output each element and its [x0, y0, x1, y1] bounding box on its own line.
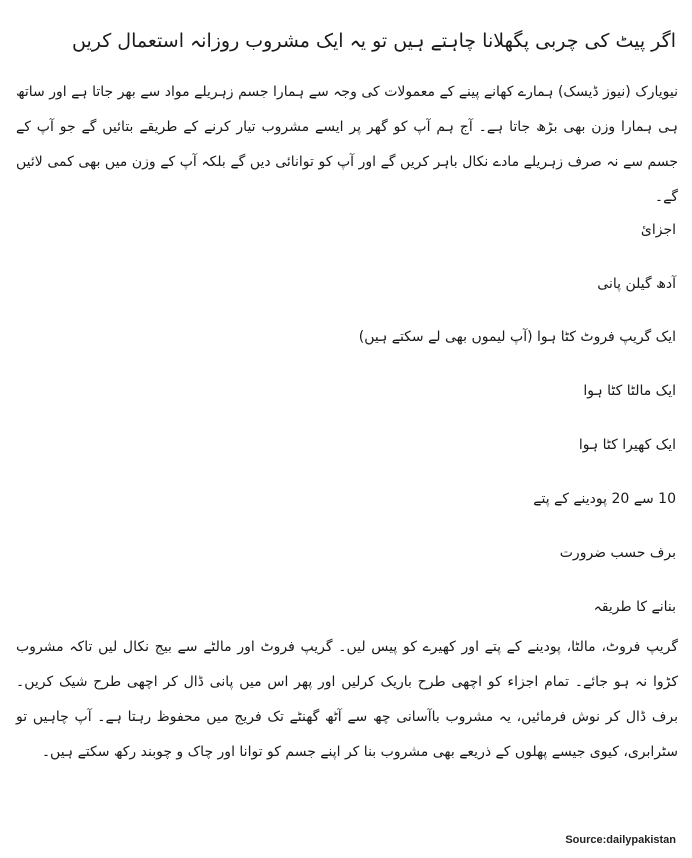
article-intro-paragraph: نیویارک (نیوز ڈیسک) ہمارے کھانے پینے کے معمولات کی وجہ سے ہمارا جسم زہریلے مواد سے بھر جاتا ہے اور ساتھ ہی ہمارا وزن بھی بڑھ جاتا ہے۔ آج ہم آپ کو گھر پر ایسے مشروب تیار کرنے کے طریقے بتائیں گے جو آپ کے جسم سے نہ صرف زہریلے مادے نکال باہر کریں گے اور آپ کو توانائی دیں گے بلکہ آپ کے وزن میں بھی کمی لائیں گے۔ — [16, 84, 678, 205]
method-paragraph: گریپ فروٹ، مالٹا، پودینے کے پتے اور کھیرے کو پیس لیں۔ گریپ فروٹ اور مالٹے سے بیج نکال لیں تاکہ مشروب کڑوا نہ ہو جائے۔ تمام اجزاء کو اچھی طرح باریک کرلیں اور پھر اس میں پانی ڈال کر اچھی طرح شیک کریں۔ برف ڈال کر نوش فرمائیں، یہ مشروب باآسانی چھ سے آٹھ گھنٹے تک فریج میں محفوظ رہتا ہے۔ آپ چاہیں تو سٹرابری، کیوی جیسے پھلوں کے ذریعے بھی مشروب بنا کر اپنے جسم کو توانا اور چاک و چوبند رکھ سکتے ہیں۔ — [16, 639, 678, 760]
ingredients-heading: اجزائ — [640, 222, 676, 238]
ingredient-item: 10 سے 20 پودینے کے پتے — [533, 491, 676, 507]
article-title: اگر پیٹ کی چربی پگھلانا چاہتے ہیں تو یہ ایک مشروب روزانہ استعمال کریں — [71, 30, 676, 52]
ingredient-item: ایک کھیرا کٹا ہوا — [578, 437, 676, 453]
ingredient-item: آدھ گیلن پانی — [597, 276, 676, 292]
ingredient-item: برف حسب ضرورت — [559, 545, 676, 561]
method-heading: بنانے کا طریقہ — [593, 599, 676, 615]
source-credit: Source:dailypakistan — [565, 834, 676, 846]
ingredient-item: ایک گریپ فروٹ کٹا ہوا (آپ لیموں بھی لے سکتے ہیں) — [358, 329, 676, 345]
ingredient-item: ایک مالٹا کٹا ہوا — [583, 383, 676, 399]
